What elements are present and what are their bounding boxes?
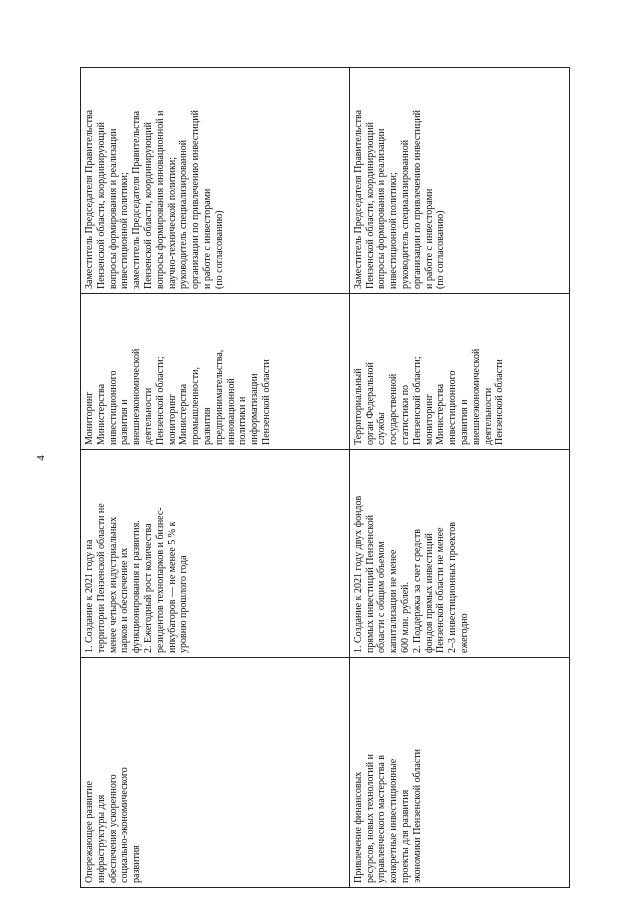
results-cell: 1. Создание к 2021 году на территории Пензенской области не менее четырех индустриальных парков и обеспечение их функционирования и развития. 2. Ежегодный рост количества резидентов технопарков и бизнес- инкубаторов — не менее 5 % к уровню прошлого года xyxy=(81,450,350,658)
responsible-cell: Заместитель Председателя Правительства Пензенской области, координирующий вопросы формирования и реализации инвестиционной политики; руководитель специализированной организации по привлечению инвестиций и работе с инвесторами (по согласованию) xyxy=(349,68,569,294)
responsible-cell: Заместитель Председателя Правительства Пензенской области, координирующий вопросы формирования и реализации инвестиционной политики; заместитель Председателя Правительства Пензенской области, координирующий вопросы формирования инновационной и научно-технической политики; руководитель специализированной организации по привлечению инвестиций и работе с инвесторами (по согласованию) xyxy=(81,68,350,294)
goal-cell: Привлечение финансовых ресурсов, новых технологий и управленческого мастерства в конкретные инвестиционные проекты для развития экономики Пензенской области xyxy=(349,658,569,888)
table-row xyxy=(81,68,350,888)
goal-cell: Опережающее развитие инфраструктуры для обеспечения ускоренного социально-экономического развития xyxy=(81,658,350,888)
page-number: 4 xyxy=(34,455,47,461)
rotated-table-container xyxy=(80,68,570,888)
measures-table xyxy=(80,67,570,888)
monitoring-cell: Мониторинг Министерства инвестиционного развития и внешнеэкономической деятельности Пензенской области; мониторинг Министерства промышленности, развития предпринимательства, инновационной политики и информатизации Пензенской области xyxy=(81,294,350,450)
table-row xyxy=(349,68,569,888)
results-cell: 1. Создание к 2021 году двух фондов прямых инвестиций Пензенской области с общим объемом капитализации не менее 600 млн. рублей. 2. Поддержка за счет средств фондов прямых инвестиций Пензенской области не менее 2–3 инвестиционных проектов ежегодно xyxy=(349,450,569,658)
monitoring-cell: Территориальный орган Федеральной службы государственной статистики по Пензенской области; мониторинг Министерства инвестиционного развития и внешнеэкономической деятельности Пензенской области xyxy=(349,294,569,450)
